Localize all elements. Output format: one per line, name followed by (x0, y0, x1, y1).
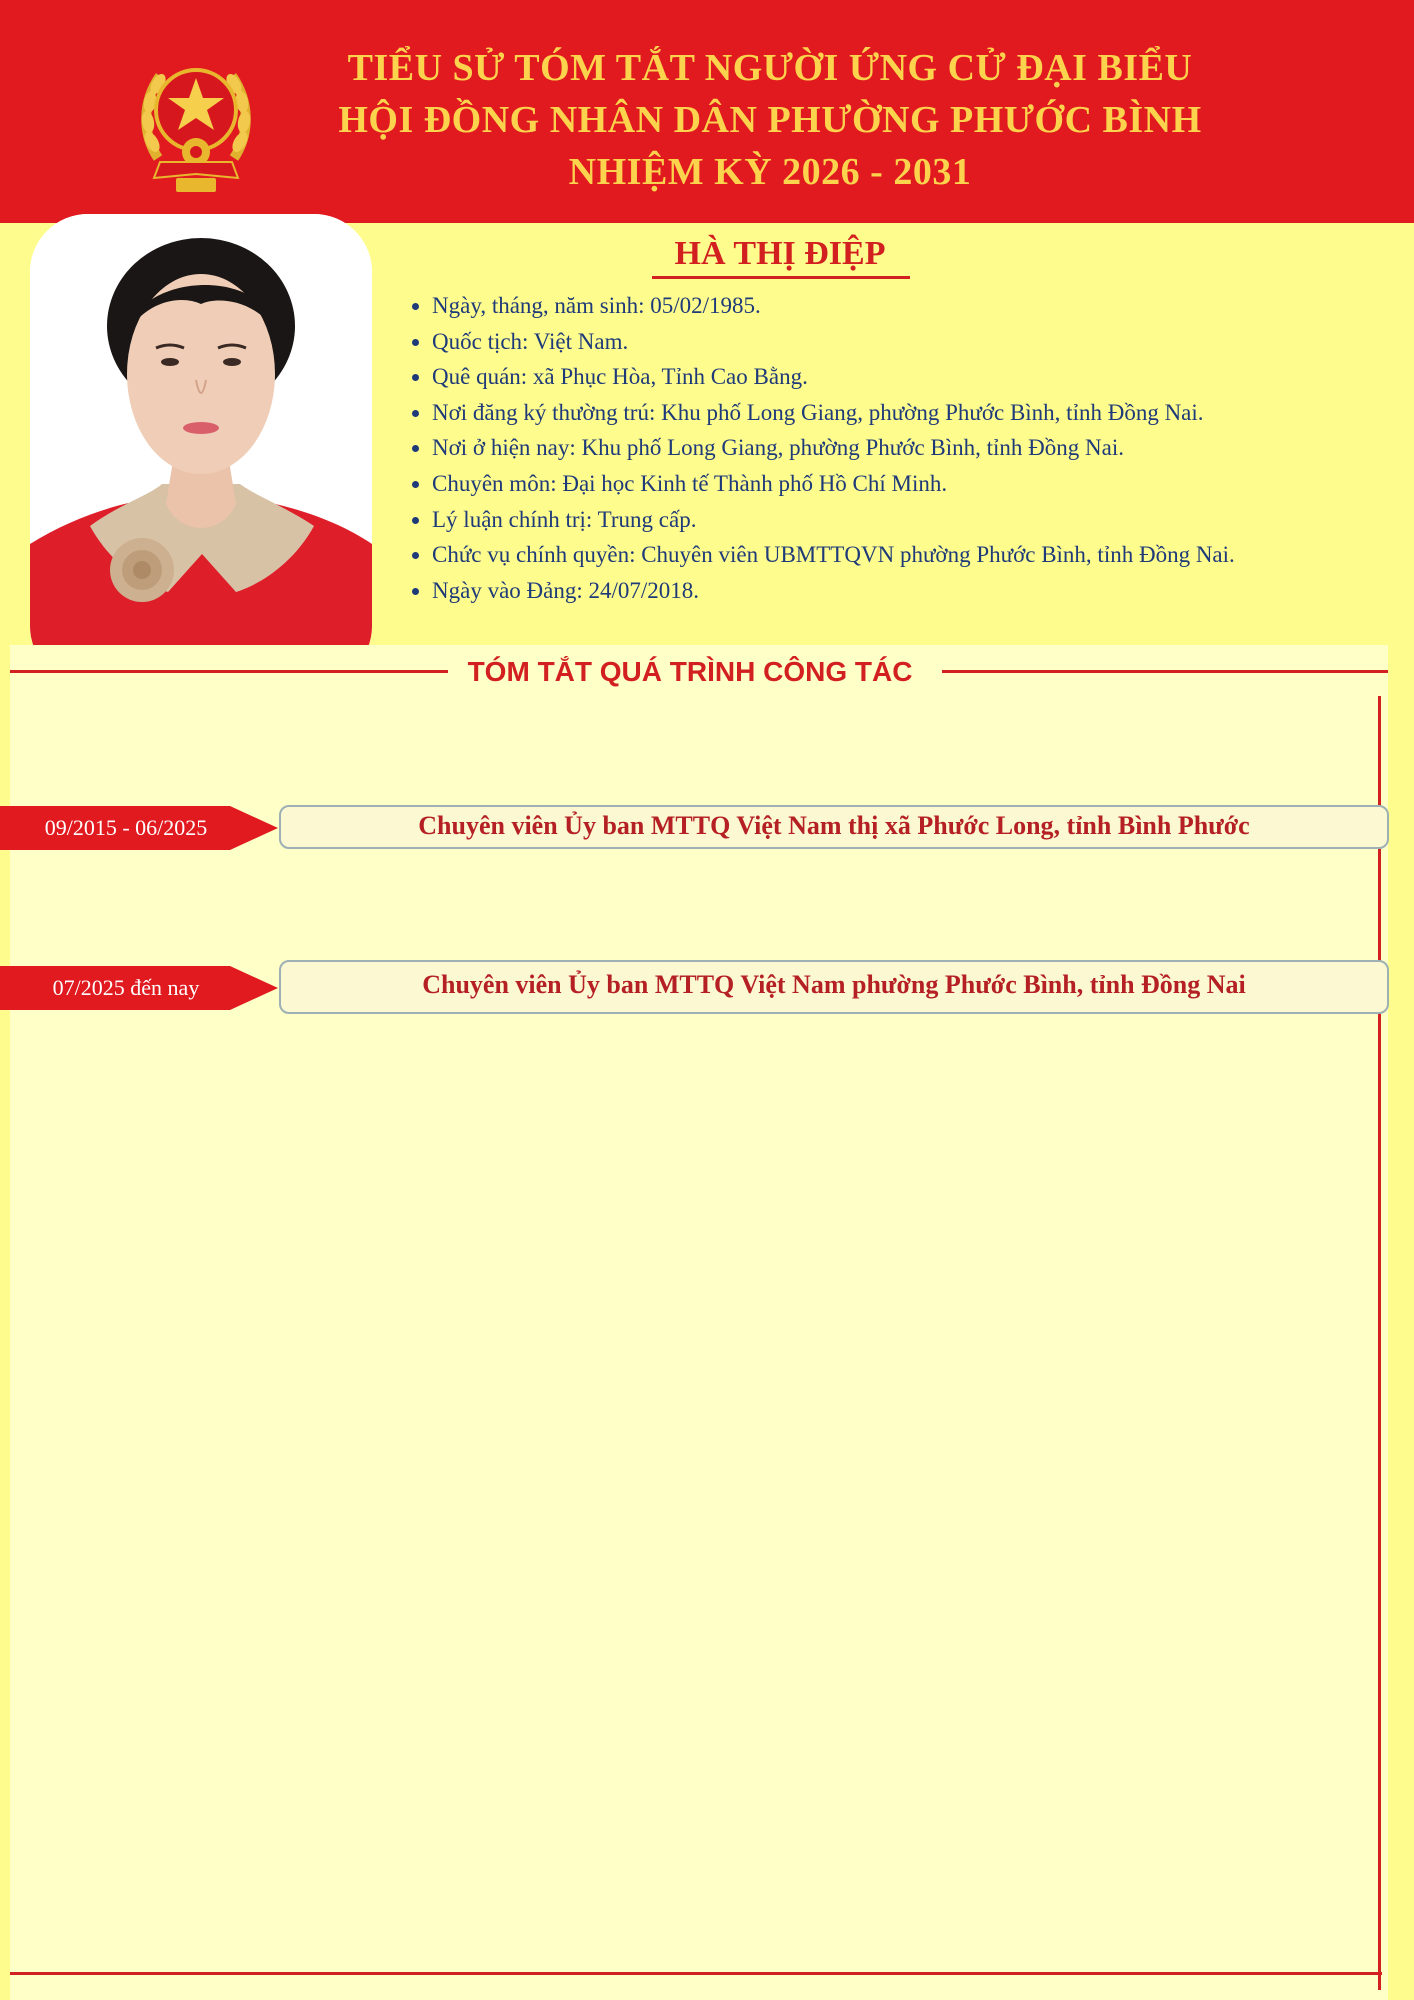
timeline-date-tag (0, 966, 280, 1010)
national-emblem-icon (138, 48, 254, 194)
section-divider-left (10, 670, 448, 673)
info-party-admission-date: • Ngày vào Đảng: 24/07/2018. (432, 573, 1414, 609)
info-political-theory: • Lý luận chính trị: Trung cấp. (432, 502, 1414, 538)
info-birth-date: • Ngày, tháng, năm sinh: 05/02/1985. (432, 288, 1414, 324)
info-current-address: • Nơi ở hiện nay: Khu phố Long Giang, phường Phước Bình, tỉnh Đồng Nai. (432, 430, 1414, 466)
candidate-info-list (400, 288, 1414, 608)
info-hometown: • Quê quán: xã Phục Hòa, Tỉnh Cao Bằng. (432, 359, 1414, 395)
header-title-line-1: TIỂU SỬ TÓM TẮT NGƯỜI ỨNG CỬ ĐẠI BIỂU (347, 47, 1193, 89)
name-underline (652, 276, 910, 279)
header-title (300, 42, 1240, 198)
candidate-portrait (30, 214, 372, 684)
panel-right-border (1378, 696, 1381, 1990)
info-nationality: • Quốc tịch: Việt Nam. (432, 324, 1414, 360)
section-divider-right (942, 670, 1388, 673)
info-government-position: • Chức vụ chính quyền: Chuyên viên UBMTTQVN phường Phước Bình, tỉnh Đồng Nai. (432, 537, 1414, 573)
timeline-date-tag (0, 806, 280, 850)
header-title-line-2: HỘI ĐỒNG NHÂN DÂN PHƯỜNG PHƯỚC BÌNH (338, 99, 1202, 141)
header-title-line-3: NHIỆM KỲ 2026 - 2031 (568, 151, 972, 193)
timeline-position: Chuyên viên Ủy ban MTTQ Việt Nam thị xã Phước Long, tỉnh Bình Phước (279, 805, 1389, 849)
panel-bottom-border (10, 1972, 1382, 1975)
timeline-period: 07/2025 đến nay (52, 975, 200, 1000)
info-permanent-address: • Nơi đăng ký thường trú: Khu phố Long Giang, phường Phước Bình, tỉnh Đồng Nai. (432, 395, 1414, 431)
header-banner (0, 0, 1414, 223)
candidate-name: HÀ THỊ ĐIỆP (674, 235, 886, 272)
info-specialty: • Chuyên môn: Đại học Kinh tế Thành phố Hồ Chí Minh. (432, 466, 1414, 502)
timeline-position: Chuyên viên Ủy ban MTTQ Việt Nam phường Phước Bình, tỉnh Đồng Nai (279, 960, 1389, 1014)
timeline-period: 09/2015 - 06/2025 (44, 815, 208, 840)
work-history-title: TÓM TẮT QUÁ TRÌNH CÔNG TÁC (467, 656, 913, 687)
